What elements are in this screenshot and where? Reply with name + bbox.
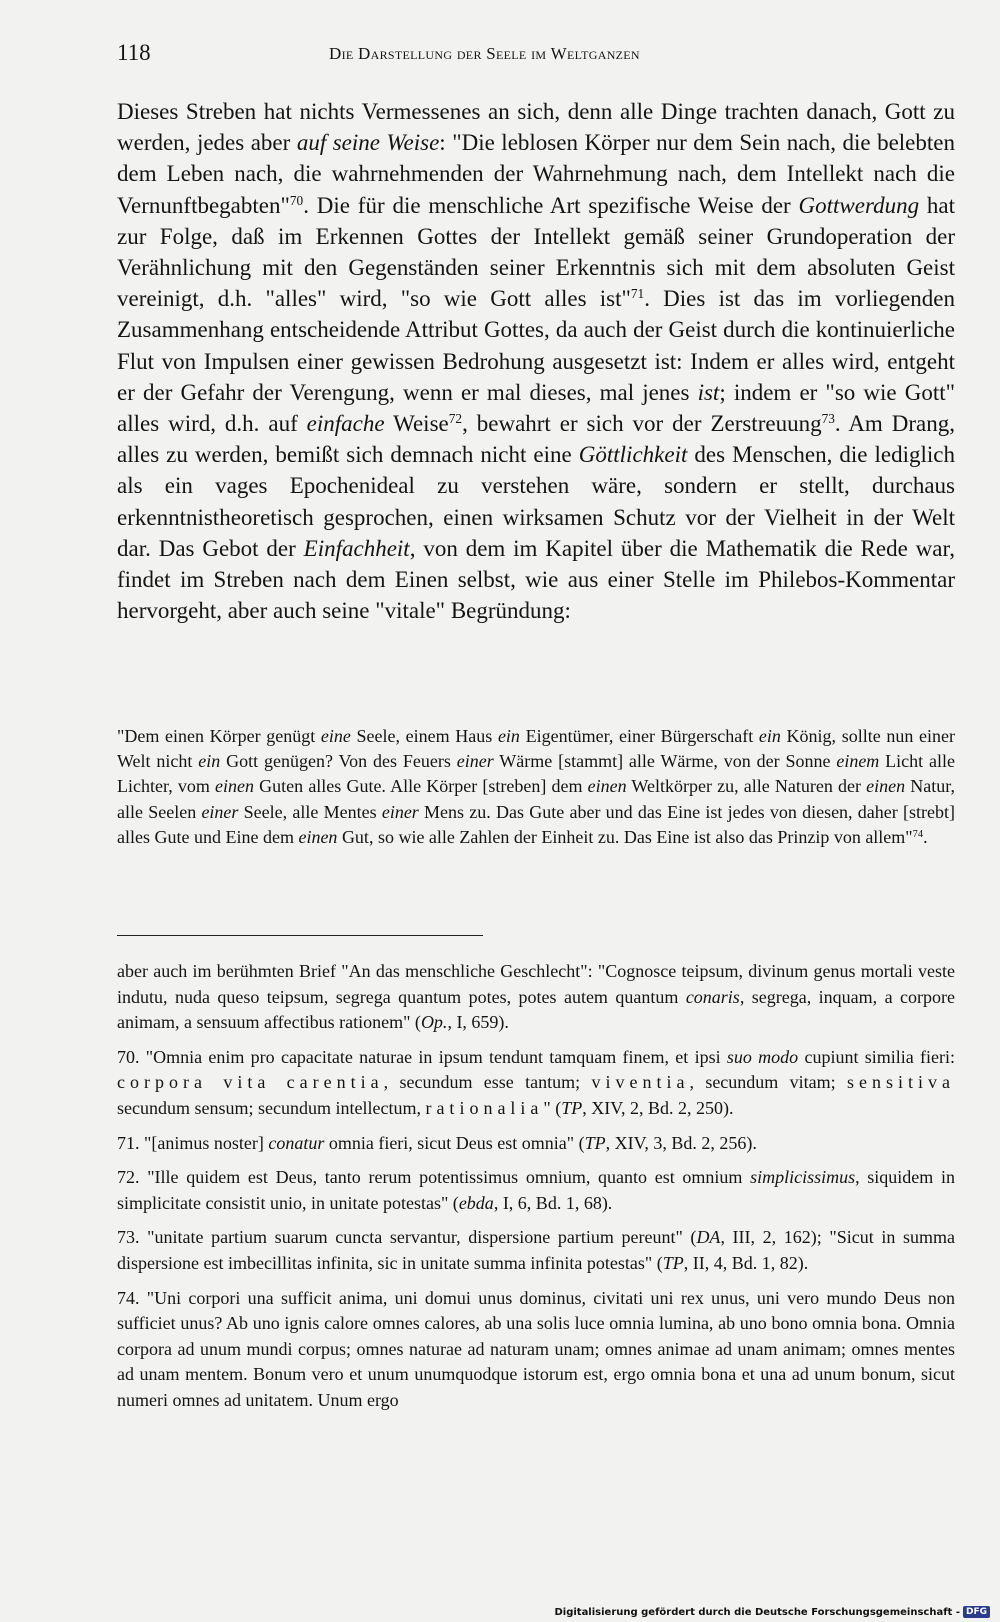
footnote-ref-72: 72 [448, 411, 463, 427]
footnote-ref-73: 73 [821, 411, 835, 427]
footnote-72: 72. "Ille quidem est Deus, tanto rerum potentissimus omnium, quanto est omnium simplicissimus, siquidem in simplicitate consistit unio, in unitate potestas" (ebda, I, 6, Bd. 1, 68). [117, 1167, 955, 1213]
credit-text: Digitalisierung gefördert durch die Deutsche Forschungsgemeinschaft - [554, 1606, 960, 1618]
footnote-ref-70: 70 [289, 192, 304, 208]
dfg-logo-icon: DFG [963, 1606, 990, 1618]
quote-paragraph: "Dem einen Körper genügt eine Seele, einem Haus ein Eigentümer, einer Bürgerschaft ein König, sollte nun einer Welt nicht ein Gott genügen? Von des Feuers einer Wärme [stammt] alle Wärme, von der Sonne einem Licht alle Lichter, vom einen Guten alles Gute. Alle Körper [streben] dem einen Weltkörper zu, alle Naturen der einen Natur, alle Seelen einer Seele, alle Mentes einer Mens zu. Das Gute aber und das Eine ist jedes von diesen, daher [strebt] alles Gute und Eine dem einen Gut, so wie alle Zahlen der Einheit zu. Das Eine ist also das Prinzip von allem"$^{74}$. [117, 726, 955, 847]
footnote-ref-71: 71 [630, 286, 645, 302]
running-title: Die Darstellung der Seele im Weltganzen [329, 44, 640, 63]
footnote-continuation: aber auch im berühmten Brief "An das menschliche Geschlecht": "Cognosce teipsum, divinum genus mortali veste indutu, nuda queso teipsum, segrega quantum potes, potes autem quantum conaris, segrega, inquam, a corpore animam, a sensuum affectibus rationem" (Op., I, 659). [117, 961, 955, 1033]
footnote-73: 73. "unitate partium suarum cuncta servantur, dispersione partium pereunt" (DA, III, 2, 162); "Sicut in summa dispersione est imbecillitas infinita, sic in unitate summa infinita potestas" (TP, II, 4, Bd. 1, 82). [117, 1227, 956, 1273]
footnotes [117, 959, 955, 1423]
footnote-ref-74: 74 [912, 828, 924, 840]
main-text [117, 96, 955, 626]
footnote-71: 71. "[animus noster] conatur omnia fieri, sicut Deus est omnia" (TP, XIV, 3, Bd. 2, 256). [117, 1132, 757, 1153]
digitization-credit [554, 1606, 990, 1618]
main-paragraph: Dieses Streben hat nichts Vermessenes an sich, denn alle Dinge trachten danach, Gott zu werden, jedes aber auf seine Weise: "Die leblosen Körper nur dem Sein nach, die belebten dem Leben nach, die wahrnehmenden der Wahrnehmung nach, dem Intellekt nach die Vernunftbegabten"$^{70}$. Die für die menschliche Art spezifische Weise der Gottwerdung hat zur Folge, daß im Erkennen Gottes der Intellekt gemäß seiner Grundoperation der Verähnlichung mit den Gegenständen seiner Erkenntnis sich mit dem absoluten Geist vereinigt, d.h. "alles" wird, "so wie Gott alles ist"$^{71}$. Dies ist das im vorliegenden Zusammenhang entscheidende Attribut Gottes, da auch der Geist durch die kontinuierliche Flut von Impulsen einer gewissen Bedrohung ausgesetzt ist: Indem er alles wird, entgeht er der Gefahr der Verengung, wenn er mal dieses, mal jenes ist; indem er "so wie Gott" alles wird, d.h. auf einfache Weise$^{72}$, bewahrt er sich vor der Zerstreuung$^{73}$. Am Drang, alles zu werden, bemißt sich demnach nicht eine Göttlichkeit des Menschen, die lediglich als ein vages Epochenideal zu verstehen wäre, sondern er stellt, durchaus erkenntnistheoretisch gesprochen, einen wirksamen Schutz vor der Vielheit in der Welt dar. Das Gebot der Einfachheit, von dem im Kapitel über die Mathematik die Rede war, findet im Streben nach dem Einen selbst, wie aus einer Stelle im Philebos-Kommentar hervorgeht, aber auch seine "vitale" Begründung: [117, 99, 955, 624]
footnote-70: 70. "Omnia enim pro capacitate naturae in ipsum tendunt tamquam finem, et ipsi suo modo cupiunt similia fieri: corpora vita carentia, secundum esse tantum; viventia, secundum vitam; sensitiva secundum sensum; secundum intellectum, rationalia" (TP, XIV, 2, Bd. 2, 250). [117, 1046, 955, 1118]
block-quote [117, 724, 955, 850]
footnote-74: 74. "Uni corpori una sufficit anima, uni domui unus dominus, civitati uni rex unus, uni vero mundo Deus non sufficiet unus? Ab uno ignis calore omnes calores, ab una solis luce omnia lumina, ab uno bono omnia bona. Omnia corpora ad unum mundi corpus; omnes naturae ad naturam unam; omnes animae ad unam animam; omnes mentes ad unam mentem. Bonum vero et unum unumquodque istorum est, ergo omnia bona et una ad unum bonum, sicut numeri omnes ad unitatem. Unum ergo [117, 1287, 955, 1410]
page-number: 118 [117, 40, 151, 65]
page-header [117, 40, 957, 74]
footnote-separator [117, 935, 483, 936]
